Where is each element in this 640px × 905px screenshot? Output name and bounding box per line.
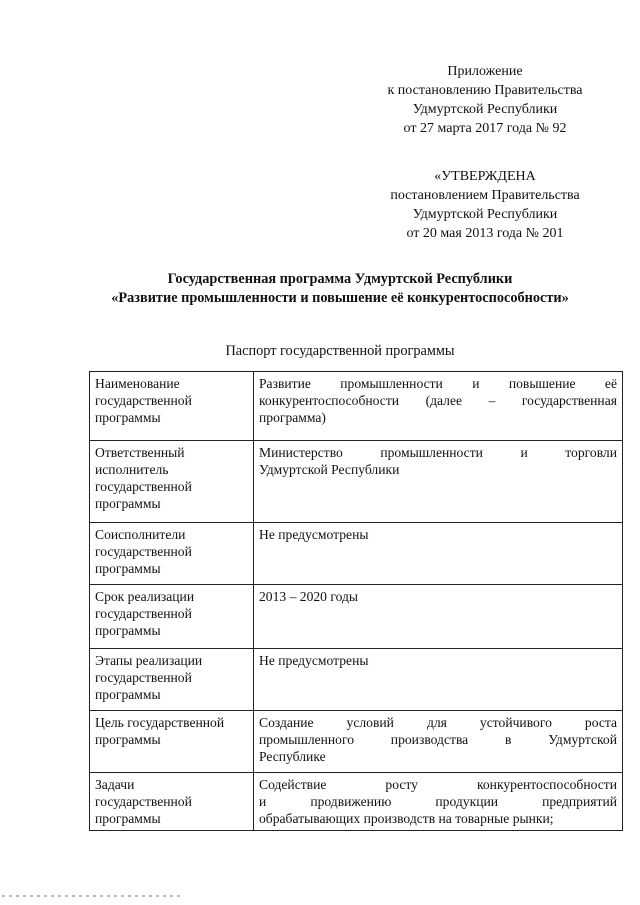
row-value-line: Создание условий для устойчивого роста: [259, 715, 617, 730]
table-row: [90, 585, 623, 649]
row-label-line: программы: [95, 811, 161, 826]
table-row: [90, 523, 623, 585]
row-value-line: 2013 – 2020 годы: [259, 589, 359, 604]
row-label-line: Задачи: [95, 777, 135, 792]
row-label-cell: [90, 773, 254, 831]
appendix-line: Удмуртской Республики: [412, 102, 558, 117]
row-label-line: государственной: [95, 479, 192, 494]
row-label-line: программы: [95, 687, 161, 702]
approval-line: от 20 мая 2013 года № 201: [406, 226, 564, 241]
row-value-line: промышленного производства в Удмуртской: [259, 732, 617, 747]
row-value-cell: [254, 441, 623, 523]
row-value-line: Развитие промышленности и повышение её: [259, 376, 617, 391]
appendix-line: от 27 марта 2017 года № 92: [403, 121, 567, 136]
table-row: [90, 372, 623, 441]
row-label-line: государственной: [95, 794, 192, 809]
appendix-block: [360, 62, 610, 138]
row-label-line: Срок реализации: [95, 589, 195, 604]
row-label-line: программы: [95, 623, 161, 638]
row-value-cell: [254, 372, 623, 441]
row-label-line: государственной: [95, 393, 192, 408]
table-row: [90, 773, 623, 831]
row-value-line: Содействие росту конкурентоспособности: [259, 777, 617, 792]
table-row: [90, 441, 623, 523]
row-value-line: Не предусмотрены: [259, 527, 369, 542]
row-label-line: исполнитель: [95, 462, 169, 477]
row-label-cell: [90, 523, 254, 585]
passport-table: [89, 371, 623, 831]
row-value-cell: [254, 649, 623, 711]
row-label-line: государственной: [95, 606, 192, 621]
row-label-line: Наименование: [95, 376, 180, 391]
row-label-line: программы: [95, 732, 161, 747]
row-value-line: конкурентоспособности (далее – государственная: [259, 393, 617, 408]
row-value-line: Не предусмотрены: [259, 653, 369, 668]
row-label-cell: [90, 585, 254, 649]
row-value-line: Республике: [259, 749, 326, 764]
approval-line: Удмуртской Республики: [412, 207, 558, 222]
row-value-line: Удмуртской Республики: [259, 462, 400, 477]
table-row: [90, 649, 623, 711]
row-label-line: программы: [95, 496, 161, 511]
row-label-cell: [90, 372, 254, 441]
row-label-cell: [90, 649, 254, 711]
row-label-line: государственной: [95, 544, 192, 559]
appendix-line: Приложение: [447, 64, 523, 79]
table-row: [90, 711, 623, 773]
row-value-cell: [254, 585, 623, 649]
appendix-line: к постановлению Правительства: [387, 83, 583, 98]
row-value-line: обрабатывающих производств на товарные рынки;: [259, 811, 554, 826]
approval-line: «УТВЕРЖДЕНА: [434, 169, 536, 184]
document-title: [30, 270, 640, 308]
approval-line: постановлением Правительства: [390, 188, 580, 203]
row-label-line: программы: [95, 410, 161, 425]
row-value-cell: [254, 523, 623, 585]
title-line: «Развитие промышленности и повышение её конкурентоспособности»: [111, 290, 569, 306]
row-value-line: и продвижению продукции предприятий: [259, 794, 617, 809]
row-label-cell: [90, 711, 254, 773]
row-label-line: Этапы реализации: [95, 653, 203, 668]
scan-artifact: [2, 895, 182, 897]
row-label-line: программы: [95, 561, 161, 576]
row-value-cell: [254, 773, 623, 831]
row-label-line: Ответственный: [95, 445, 185, 460]
row-value-line: программа): [259, 410, 326, 425]
row-value-cell: [254, 711, 623, 773]
row-label-line: Цель государственной: [95, 715, 225, 730]
row-value-line: Министерство промышленности и торговли: [259, 445, 617, 460]
title-line: Государственная программа Удмуртской Республики: [167, 271, 513, 287]
row-label-cell: [90, 441, 254, 523]
passport-heading: Паспорт государственной программы: [225, 343, 455, 359]
row-label-line: государственной: [95, 670, 192, 685]
approval-block: [360, 167, 610, 243]
row-label-line: Соисполнители: [95, 527, 186, 542]
